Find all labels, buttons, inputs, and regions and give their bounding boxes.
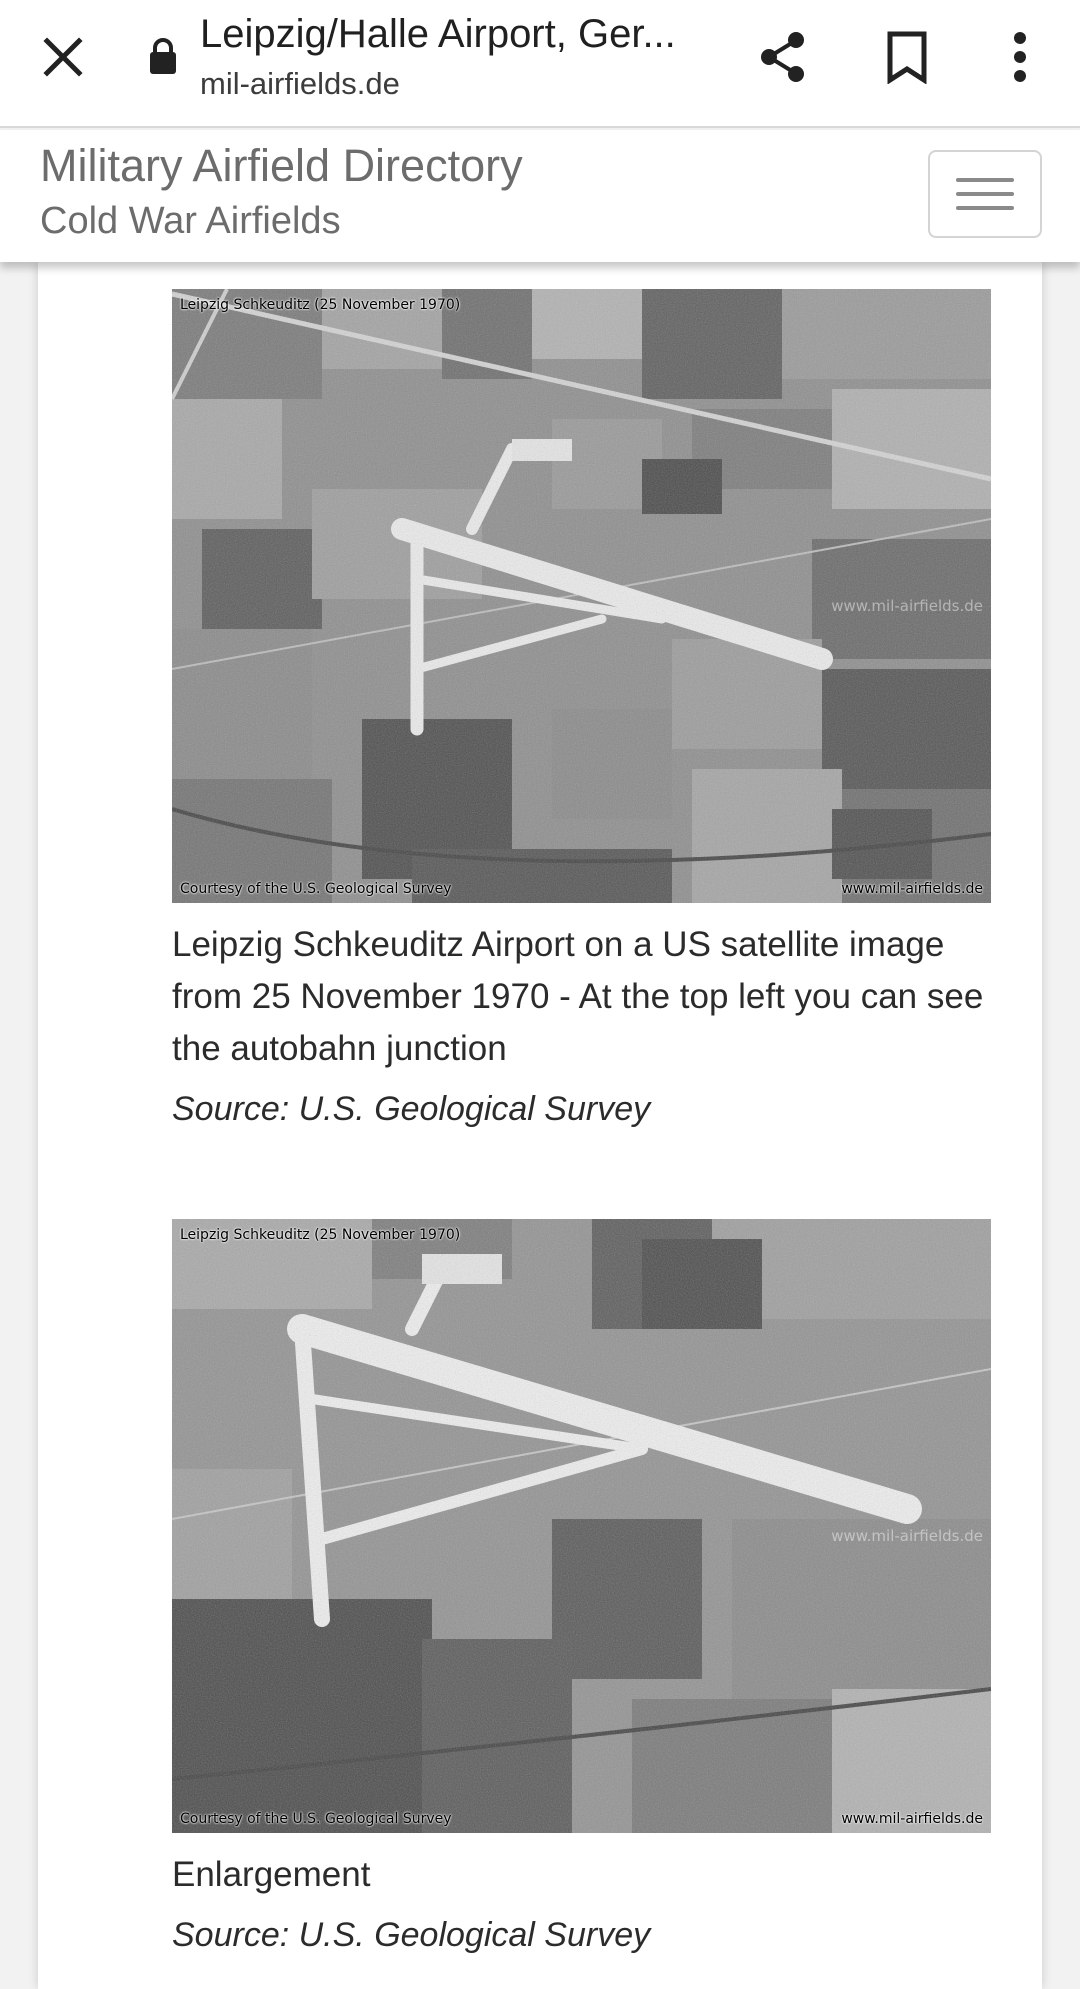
image-label-title: Leipzig Schkeuditz (25 November 1970) (180, 1227, 461, 1243)
image-label-title: Leipzig Schkeuditz (25 November 1970) (180, 297, 461, 313)
hamburger-menu-button[interactable] (928, 150, 1042, 238)
satellite-photo[interactable] (172, 289, 991, 903)
page-domain[interactable]: mil-airfields.de (200, 66, 400, 101)
image-watermark: www.mil-airfields.de (831, 597, 983, 615)
close-icon[interactable] (30, 24, 96, 90)
site-header (0, 130, 1080, 262)
image-watermark: www.mil-airfields.de (831, 1527, 983, 1545)
enlargement-photo[interactable] (172, 1219, 991, 1833)
share-icon[interactable] (748, 22, 818, 92)
figure-enlargement (172, 1219, 991, 1959)
site-subtitle: Cold War Airfields (40, 200, 341, 242)
site-title[interactable]: Military Airfield Directory (40, 140, 523, 191)
more-vert-icon[interactable] (985, 22, 1055, 92)
page-title[interactable]: Leipzig/Halle Airport, Ger... (200, 12, 676, 56)
figure-caption: Leipzig Schkeuditz Airport on a US satellite image from 25 November 1970 - At the top left you can see the autobahn junction (172, 925, 984, 1068)
image-label-site: www.mil-airfields.de (841, 1811, 983, 1827)
hamburger-menu-icon (956, 178, 1014, 182)
image-label-site: www.mil-airfields.de (841, 881, 983, 897)
image-label-credit: Courtesy of the U.S. Geological Survey (180, 881, 452, 897)
lock-icon (146, 36, 180, 76)
figure-source: Source: U.S. Geological Survey (172, 1090, 651, 1128)
article-content (38, 262, 1042, 1989)
figure-source: Source: U.S. Geological Survey (172, 1916, 651, 1954)
image-label-credit: Courtesy of the U.S. Geological Survey (180, 1811, 452, 1827)
browser-toolbar (0, 0, 1080, 128)
bookmark-icon[interactable] (872, 22, 942, 92)
figure-satellite-image (172, 289, 991, 1133)
figure-caption: Enlargement (172, 1855, 371, 1894)
